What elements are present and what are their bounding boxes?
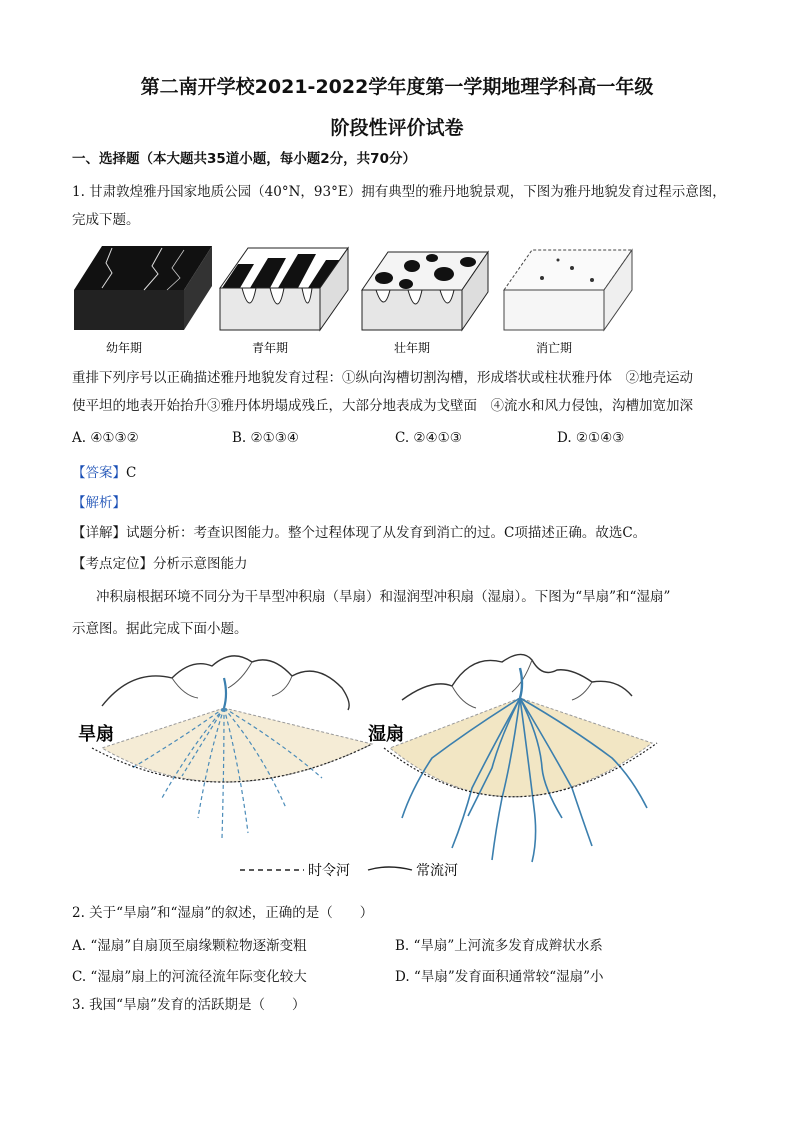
alluvial-fan-figure	[72, 648, 662, 888]
answer-value: C	[126, 465, 137, 481]
stage-label-mature: 壮年期	[393, 341, 431, 355]
q1-option-d: D. ②①④③	[557, 430, 625, 446]
dry-fan-label: 旱扇	[78, 724, 114, 745]
q1-option-a: A. ④①③②	[72, 430, 139, 446]
section-heading: 一、选择题（本大题共35道小题，每小题2分，共70分）	[72, 151, 416, 167]
yardang-stages-figure	[72, 238, 672, 358]
stage-label-extinct: 消亡期	[535, 341, 573, 355]
q2-option-d: D. “旱扇”发育面积通常较“湿扇”小	[395, 969, 604, 985]
q1-option-c: C. ②④①③	[395, 430, 462, 446]
detail-text: 试题分析：考查识图能力。整个过程体现了从发育到消亡的过。C项描述正确。故选C。	[126, 525, 647, 541]
q1-analysis	[72, 494, 724, 512]
point-text: 分析示意图能力	[153, 556, 248, 572]
q1-answer	[72, 464, 724, 482]
q1-detail	[72, 524, 724, 542]
legend-seasonal-label: 时令河	[308, 863, 350, 879]
q1-option-b: B. ②①③④	[232, 430, 299, 446]
exam-title-line1: 第二南开学校2021-2022学年度第一学期地理学科高一年级	[140, 76, 654, 98]
point-tag: 【考点定位】	[72, 556, 153, 572]
stage-label-young: 幼年期	[105, 341, 143, 355]
stage-label-youth: 青年期	[251, 341, 289, 355]
wet-fan-label: 湿扇	[368, 724, 404, 745]
q1-stem-line2: 完成下题。	[72, 212, 140, 228]
exam-title-line2: 阶段性评价试卷	[330, 117, 464, 139]
q3-stem: 3. 我国“旱扇”发育的活跃期是（ ）	[72, 997, 306, 1013]
dry-fan-diagram	[92, 656, 372, 838]
q1-point	[72, 555, 724, 573]
stage-youth-diagram	[220, 248, 348, 330]
fan-legend	[240, 862, 458, 879]
fan-intro-line2: 示意图。据此完成下面小题。	[72, 621, 248, 637]
q1-prompt-line2: 使平坦的地表开始抬升③雅丹体坍塌成残丘，大部分地表成为戈壁面 ④流水和风力侵蚀，沟槽加宽加深	[72, 398, 693, 414]
fan-intro-line1: 冲积扇根据环境不同分为干旱型冲积扇（旱扇）和湿润型冲积扇（湿扇）。下图为“旱扇”和“湿扇”	[96, 589, 671, 605]
q2-option-b: B. “旱扇”上河流多发育成辫状水系	[395, 938, 603, 954]
analysis-tag: 【解析】	[72, 495, 126, 511]
q2-option-a: A. “湿扇”自扇顶至扇缘颗粒物逐渐变粗	[72, 938, 307, 954]
q1-stem-line1: 1. 甘肃敦煌雅丹国家地质公园（40°N，93°E）拥有典型的雅丹地貌景观，下图为雅丹地貌发育过程示意图，	[72, 184, 726, 200]
stage-extinct-diagram	[504, 250, 632, 330]
q1-prompt-line1: 重排下列序号以正确描述雅丹地貌发育过程：①纵向沟槽切割沟槽，形成塔状或柱状雅丹体 ②地壳运动	[72, 370, 693, 386]
legend-perennial-label: 常流河	[416, 863, 458, 879]
q2-option-c: C. “湿扇”扇上的河流径流年际变化较大	[72, 969, 307, 985]
wet-fan-diagram	[384, 654, 657, 862]
answer-tag: 【答案】	[72, 465, 126, 481]
detail-tag: 【详解】	[72, 525, 126, 541]
legend-perennial-symbol	[368, 867, 412, 870]
stage-young-diagram	[74, 246, 212, 330]
q2-stem: 2. 关于“旱扇”和“湿扇”的叙述，正确的是（ ）	[72, 905, 374, 921]
stage-mature-diagram	[362, 252, 488, 330]
